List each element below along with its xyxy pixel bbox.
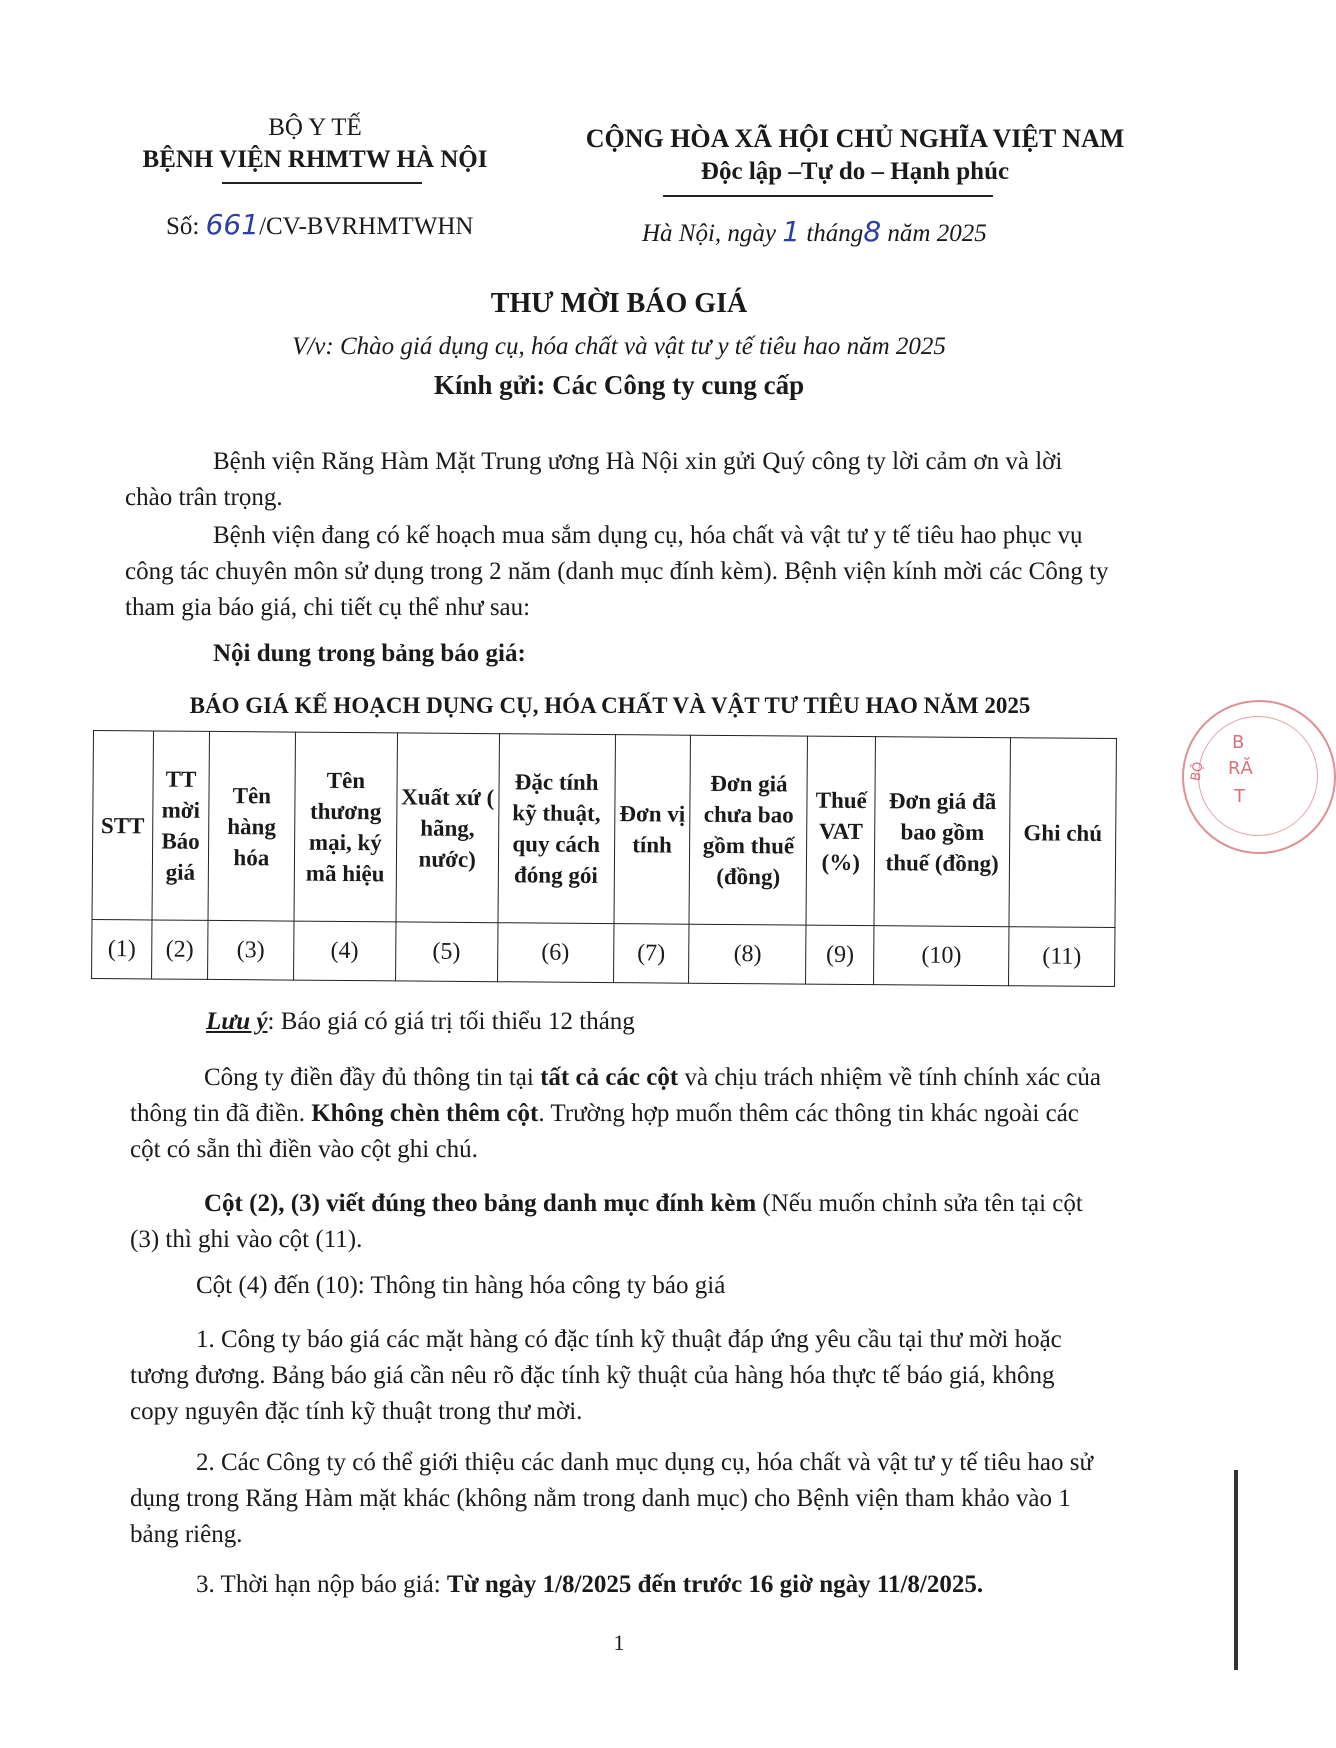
col-header-invite-no: TT mời Báo giá bbox=[152, 731, 209, 920]
col-header-specs: Đặc tính kỹ thuật, quy cách đóng gói bbox=[498, 734, 615, 924]
col-header-vat: Thuế VAT (%) bbox=[806, 736, 875, 926]
para1-text-a: Công ty điền đầy đủ thông tin tại bbox=[204, 1064, 541, 1091]
col-header-price-incl-tax: Đơn giá đã bao gồm thuế (đồng) bbox=[874, 737, 1010, 927]
table-header-row bbox=[92, 731, 1116, 928]
item3-deadline: Từ ngày 1/8/2025 đến trước 16 giờ ngày 11/8/2025. bbox=[446, 1571, 984, 1598]
left-header-rule bbox=[222, 182, 422, 184]
instruction-paragraph-1 bbox=[130, 1060, 1105, 1168]
col-header-stt: STT bbox=[92, 731, 153, 920]
para1-bold-no-columns: Không chèn thêm cột bbox=[311, 1100, 539, 1127]
col-header-notes: Ghi chú bbox=[1009, 738, 1116, 928]
col-header-trade-name: Tên thương mại, ký mã hiệu bbox=[294, 732, 397, 922]
col-header-unit: Đơn vị tính bbox=[613, 735, 690, 925]
note-text: : Báo giá có giá trị tối thiểu 12 tháng bbox=[267, 1008, 635, 1035]
col-number: (8) bbox=[689, 924, 806, 984]
col-number: (2) bbox=[152, 920, 208, 979]
list-item-2: 2. Các Công ty có thể giới thiệu các danh mục dụng cụ, hóa chất và vật tư y tế tiêu hao sử dụng trong Răng Hàm mặt khác (không nằm trong danh mục) cho Bệnh viện tham khảo vào 1 bảng riêng. bbox=[130, 1449, 1094, 1548]
validity-note bbox=[206, 1004, 635, 1040]
intro-paragraph-1: Bệnh viện Răng Hàm Mặt Trung ương Hà Nội xin gửi Quý công ty lời cảm ơn và lời chào trân trọng. bbox=[125, 448, 1063, 511]
col-number: (6) bbox=[497, 923, 613, 983]
instruction-paragraph-3: Cột (4) đến (10): Thông tin hàng hóa công ty báo giá bbox=[196, 1272, 726, 1299]
stamp-text: T bbox=[1234, 786, 1245, 807]
doc-no-handwritten: 661 bbox=[205, 208, 260, 241]
stamp-inner-ring bbox=[1198, 716, 1318, 836]
document-subject: V/v: Chào giá dụng cụ, hóa chất và vật tư y tế tiêu hao năm 2025 bbox=[292, 333, 946, 360]
doc-no-label: Số: bbox=[166, 213, 200, 240]
official-stamp bbox=[1182, 700, 1336, 854]
stamp-text: RĂ bbox=[1228, 758, 1253, 779]
para2-bold: Cột (2), (3) viết đúng theo bảng danh mục đính kèm bbox=[204, 1190, 757, 1217]
stamp-text: B bbox=[1232, 732, 1245, 753]
para2-text: (Nếu muốn chỉnh sửa tên tại cột (3) thì ghi vào cột (11). bbox=[130, 1190, 1083, 1253]
date-month-label: tháng bbox=[806, 220, 864, 247]
document-title: THƯ MỜI BÁO GIÁ bbox=[490, 288, 748, 319]
document-number bbox=[166, 207, 473, 245]
table-number-row bbox=[92, 919, 1115, 986]
col-header-price-excl-tax: Đơn giá chưa bao gồm thuế (đồng) bbox=[689, 735, 807, 925]
quotation-table bbox=[91, 730, 1117, 987]
col-number: (4) bbox=[293, 921, 395, 981]
item3-label: 3. Thời hạn nộp báo giá: bbox=[196, 1571, 447, 1598]
greeting: Kính gửi: Các Công ty cung cấp bbox=[433, 370, 805, 400]
col-number: (9) bbox=[806, 925, 874, 985]
note-label: Lưu ý bbox=[206, 1008, 268, 1035]
content-heading: Nội dung trong bảng báo giá: bbox=[213, 640, 526, 667]
ministry-name: BỘ Y TẾ bbox=[268, 114, 362, 141]
para1-bold-all-columns: tất cả các cột bbox=[540, 1064, 679, 1091]
col-number: (3) bbox=[207, 920, 293, 980]
date-month-handwritten: 8 bbox=[863, 215, 882, 248]
col-header-origin: Xuất xứ ( hãng, nước) bbox=[396, 733, 499, 923]
para1-text-c: và chịu trách nhiệm về tính chính xác của thông tin đã điền. bbox=[130, 1064, 1101, 1127]
para1-text-e: . Trường hợp muốn thêm các thông tin khác ngoài các cột có sẵn thì điền vào cột ghi chú. bbox=[130, 1100, 1079, 1163]
scan-edge-mark bbox=[1234, 1470, 1238, 1670]
hospital-name: BỆNH VIỆN RHMTW HÀ NỘI bbox=[142, 146, 488, 173]
col-number: (11) bbox=[1009, 927, 1115, 987]
table-title: BÁO GIÁ KẾ HOẠCH DỤNG CỤ, HÓA CHẤT VÀ VẬT TƯ TIÊU HAO NĂM 2025 bbox=[189, 693, 1031, 718]
col-header-item-name: Tên hàng hóa bbox=[208, 731, 295, 921]
page-number: 1 bbox=[613, 1630, 625, 1655]
list-item-1: 1. Công ty báo giá các mặt hàng có đặc tính kỹ thuật đáp ứng yêu cầu tại thư mời hoặc tương đương. Bảng báo giá cần nêu rõ đặc tính kỹ thuật của hàng hóa thực tế báo giá, không copy nguyên đặc tính kỹ thuật trong thư mời. bbox=[130, 1326, 1062, 1425]
list-item-3 bbox=[196, 1567, 1116, 1603]
col-number: (10) bbox=[874, 926, 1009, 986]
col-number: (5) bbox=[395, 922, 497, 982]
intro-paragraph-2: Bệnh viện đang có kế hoạch mua sắm dụng cụ, hóa chất và vật tư y tế tiêu hao phục vụ công tác chuyên môn sử dụng trong 2 năm (danh mục đính kèm). Bệnh viện kính mời các Công ty tham gia báo giá, chi tiết cụ thể như sau: bbox=[125, 522, 1109, 621]
stamp-text: BỘ bbox=[1188, 760, 1207, 783]
issue-date bbox=[642, 214, 987, 252]
instruction-paragraph-2 bbox=[130, 1186, 1105, 1258]
date-day-handwritten: 1 bbox=[782, 215, 801, 248]
doc-no-suffix: /CV-BVRHMTWHN bbox=[259, 213, 474, 240]
country-name: CỘNG HÒA XÃ HỘI CHỦ NGHĨA VIỆT NAM bbox=[585, 124, 1125, 153]
col-number: (1) bbox=[92, 919, 152, 978]
right-header-rule bbox=[663, 195, 993, 197]
national-motto: Độc lập –Tự do – Hạnh phúc bbox=[700, 158, 1010, 185]
col-number: (7) bbox=[613, 924, 689, 984]
date-year: năm 2025 bbox=[887, 220, 987, 247]
date-prefix: Hà Nội, ngày bbox=[642, 220, 777, 247]
